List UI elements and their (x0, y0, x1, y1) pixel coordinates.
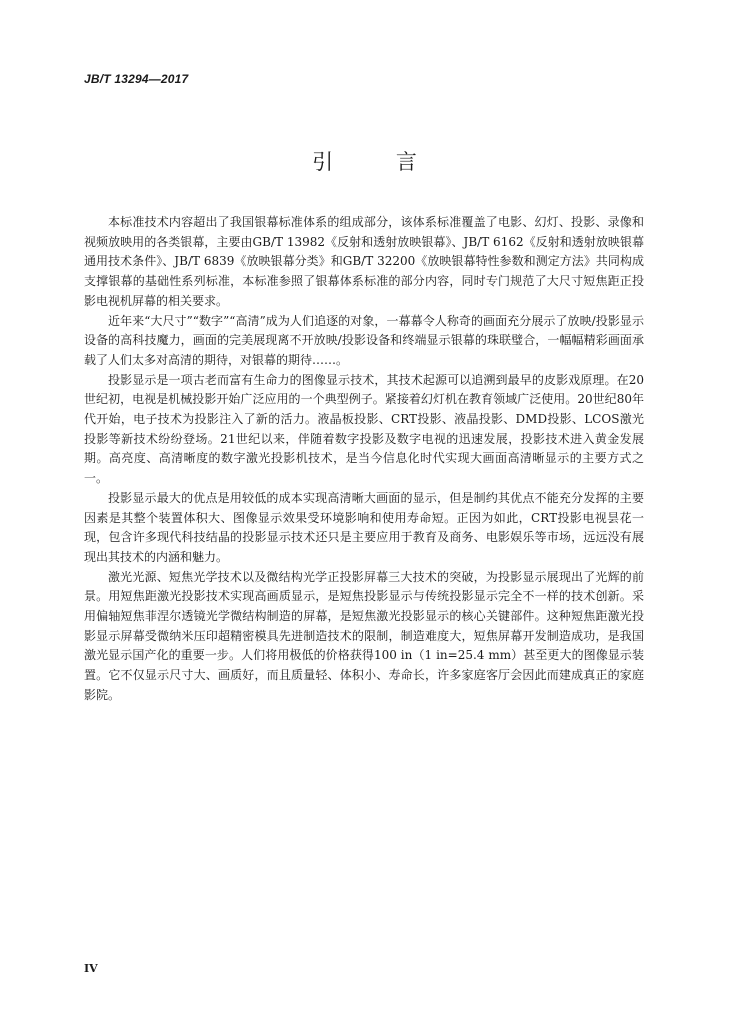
paragraph-5: 激光光源、短焦光学技术以及微结构光学正投影屏幕三大技术的突破，为投影显示展现出了光辉的前景。用短焦距激光投影技术实现高画质显示，是短焦投影显示与传统投影显示完全不一样的技术创新。采用偏轴短焦菲涅尔透镜光学微结构制造的屏幕，是短焦激光投影显示的核心关键部件。这种短焦距激光投影显示屏幕受微纳米压印超精密模具先进制造技术的限制，制造难度大，短焦屏幕开发制造成功，是我国激光显示国产化的重要一步。人们将用极低的价格获得100 in（1 in=25.4 mm）甚至更大的图像显示装置。它不仅显示尺寸大、画质好，而且质量轻、体积小、寿命长，许多家庭客厅会因此而建成真正的家庭影院。 (84, 569, 644, 702)
paragraph-2: 近年来“大尺寸”“数字”“高清”成为人们追逐的对象，一幕幕令人称奇的画面充分展示了放映/投影显示设备的高科技魔力，画面的完美展现离不开放映/投影设备和终端显示银幕的珠联璧合，一幅幅精彩画面承载了人们太多对高清的期待，对银幕的期待……。 (84, 313, 644, 367)
paragraph-4: 投影显示最大的优点是用较低的成本实现高清晰大画面的显示，但是制约其优点不能充分发挥的主要因素是其整个装置体积大、图像显示效果受环境影响和使用寿命短。正因为如此，CRT投影电视昙花一现，包含许多现代科技结晶的投影显示技术还只是主要应用于教育及商务、电影娱乐等市场，远远没有展现出其技术的内涵和魅力。 (84, 490, 644, 564)
page-title: 引 言 (312, 150, 445, 174)
paragraph-1: 本标准技术内容超出了我国银幕标准体系的组成部分，该体系标准覆盖了电影、幻灯、投影、录像和视频放映用的各类银幕，主要由GB/T 13982《反射和透射放映银幕》、JB/T 6162《反射和透射放映银幕 通用技术条件》、JB/T 6839《放映银幕分类》和GB/T 32200《放映银幕特性参数和测定方法》共同构成支撑银幕的基础性系列标准，本标准参照了银幕体系标准的部分内容，同时专门规范了大尺寸短焦距正投影电视机屏幕的相关要求。 (84, 215, 644, 308)
page-number: IV (84, 962, 98, 975)
body-text (84, 213, 644, 706)
paragraph-3: 投影显示是一项古老而富有生命力的图像显示技术，其技术起源可以追溯到最早的皮影戏原理。在20世纪初，电视是机械投影开始广泛应用的一个典型例子。紧接着幻灯机在教育领域广泛使用。20世纪80年代开始，电子技术为投影注入了新的活力。液晶板投影、CRT投影、液晶投影、DMD投影、LCOS激光投影等新技术纷纷登场。21世纪以来，伴随着数字投影及数字电视的迅速发展，投影技术进入黄金发展期。高亮度、高清晰度的数字激光投影机技术，是当今信息化时代实现大画面高清晰显示的主要方式之一。 (84, 372, 644, 486)
standard-number: JB/T 13294—2017 (84, 72, 189, 86)
